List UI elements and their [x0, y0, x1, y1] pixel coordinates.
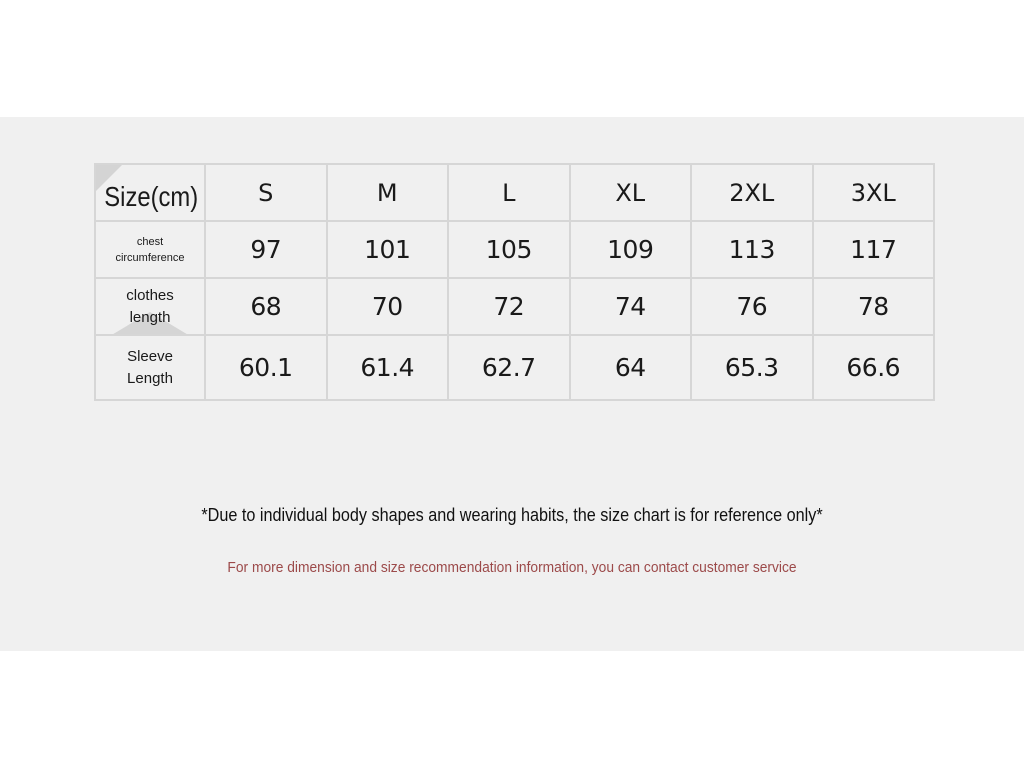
length-row	[95, 278, 934, 335]
size-header-s: S	[205, 164, 327, 221]
length-value-s: 68	[205, 278, 327, 335]
size-header-m: M	[327, 164, 449, 221]
reference-disclaimer: *Due to individual body shapes and wearing habits, the size chart is for reference only*	[201, 505, 823, 525]
sleeve-value-s: 60.1	[205, 335, 327, 400]
sleeve-value-2xl: 65.3	[691, 335, 813, 400]
sleeve-row	[95, 335, 934, 400]
sleeve-label-line2: Length	[127, 369, 173, 387]
contact-note: For more dimension and size recommendation information, you can contact customer service	[227, 559, 797, 576]
size-header-row	[95, 164, 934, 221]
chest-value-l: 105	[448, 221, 570, 278]
size-header-2xl: 2XL	[691, 164, 813, 221]
sleeve-value-xl: 64	[570, 335, 692, 400]
length-value-2xl: 76	[691, 278, 813, 335]
sleeve-value-l: 62.7	[448, 335, 570, 400]
size-corner-label: Size(cm)	[104, 180, 199, 212]
chest-row	[95, 221, 934, 278]
size-header-3xl: 3XL	[813, 164, 935, 221]
sleeve-row-label	[95, 335, 205, 400]
chest-row-label	[95, 221, 205, 278]
length-row-label	[95, 278, 205, 335]
chest-label-line2: circumference	[115, 251, 185, 264]
sleeve-label-line1: Sleeve	[127, 347, 173, 365]
chest-value-2xl: 113	[691, 221, 813, 278]
size-chart-table	[94, 163, 935, 401]
length-value-m: 70	[327, 278, 449, 335]
chest-value-xl: 109	[570, 221, 692, 278]
length-value-xl: 74	[570, 278, 692, 335]
chest-value-s: 97	[205, 221, 327, 278]
length-label-line2: length	[129, 308, 171, 326]
sleeve-value-3xl: 66.6	[813, 335, 935, 400]
sleeve-value-m: 61.4	[327, 335, 449, 400]
size-header-xl: XL	[570, 164, 692, 221]
length-value-3xl: 78	[813, 278, 935, 335]
chest-value-m: 101	[327, 221, 449, 278]
size-chart-panel	[0, 117, 1024, 651]
size-corner-cell	[95, 164, 205, 221]
chest-value-3xl: 117	[813, 221, 935, 278]
chest-label-line1: chest	[136, 235, 164, 248]
size-header-l: L	[448, 164, 570, 221]
length-value-l: 72	[448, 278, 570, 335]
length-label-line1: clothes	[126, 286, 174, 304]
